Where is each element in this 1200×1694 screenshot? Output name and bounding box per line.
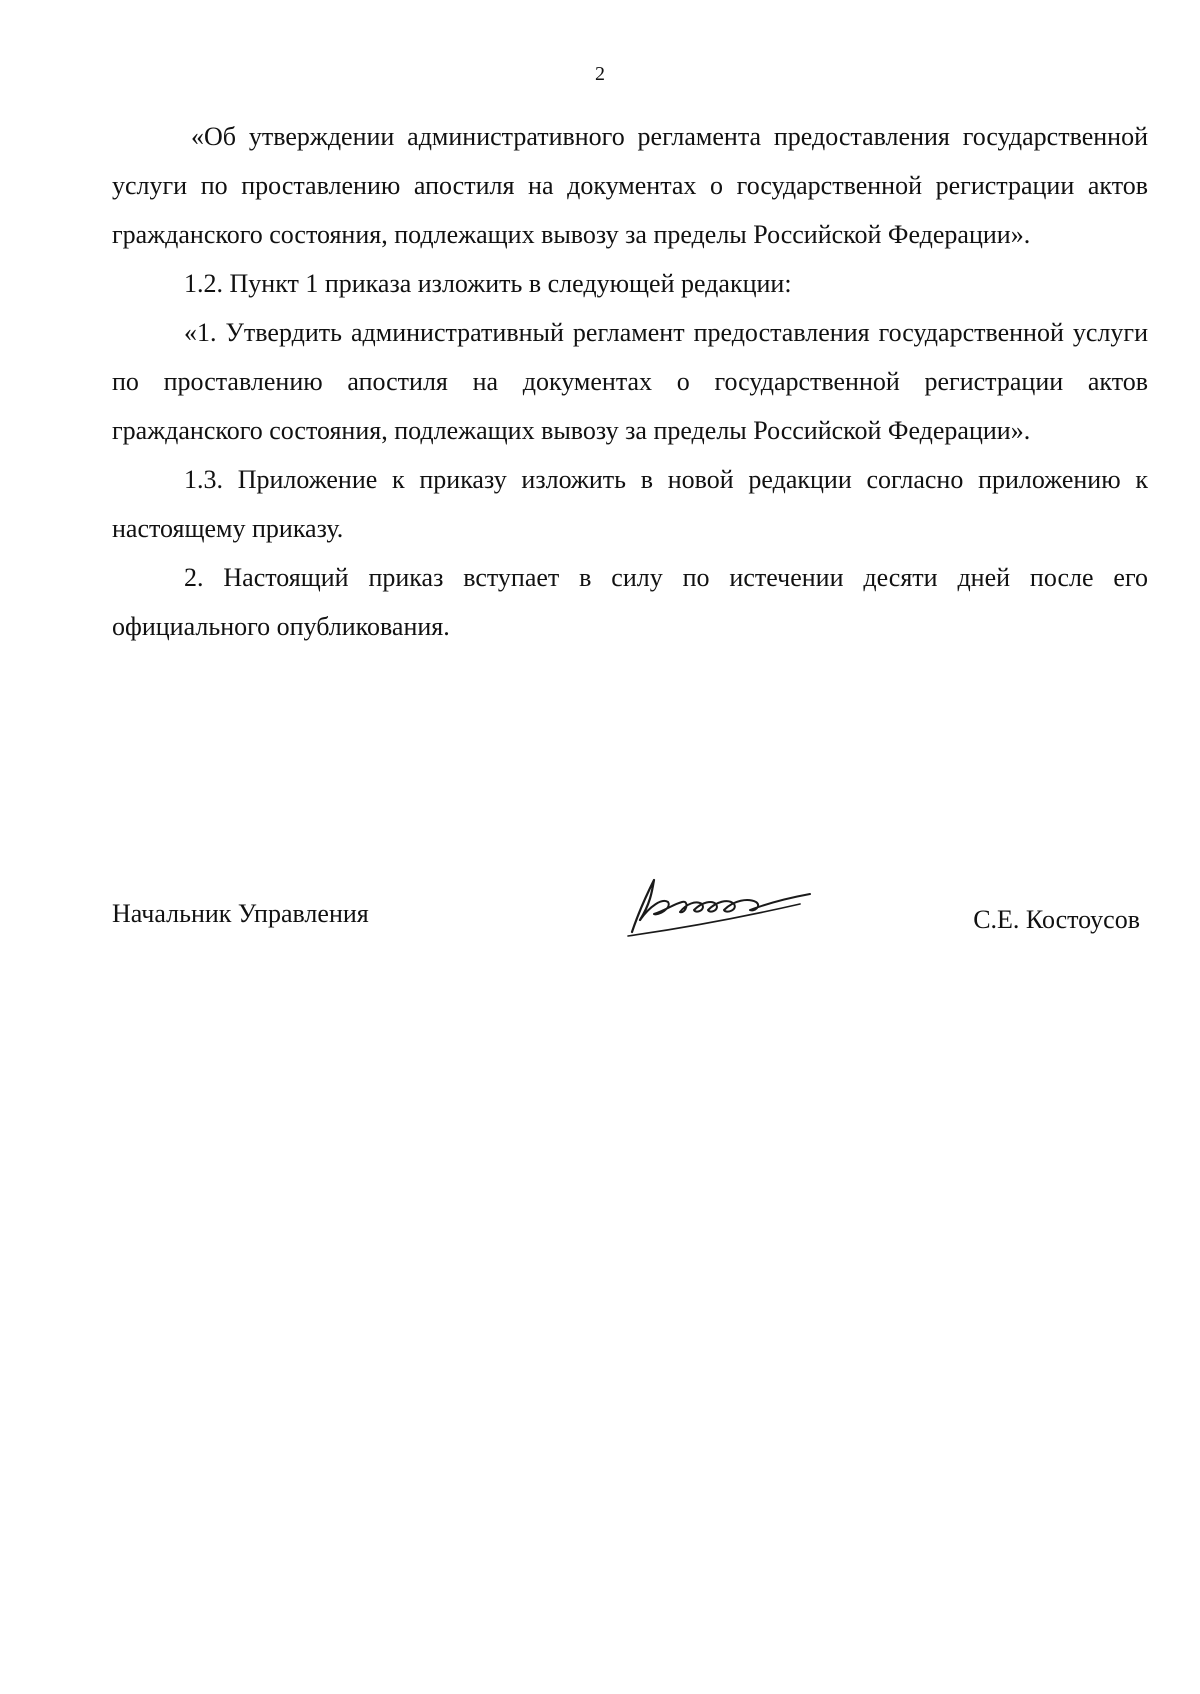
signatory-title: Начальник Управления (112, 899, 369, 928)
paragraph-1-3: 1.3. Приложение к приказу изложить в новой редакции согласно приложению к настоящему приказу. (112, 465, 1148, 543)
page-number: 2 (595, 63, 605, 85)
paragraph-point-1: «1. Утвердить административный регламент предоставления государственной услуги по проставлению апостиля на документах о государственной регистрации актов гражданского состояния, подлежащих вывозу за пределы Российской Федерации». (112, 318, 1148, 445)
signature-block (112, 886, 1148, 946)
paragraph-1-2: 1.2. Пункт 1 приказа изложить в следующей редакции: (184, 269, 792, 298)
paragraph-title-quote: «Об утверждении административного регламента предоставления государственной услуги по проставлению апостиля на документах о государственной регистрации актов гражданского состояния, подлежащих вывозу за пределы Российской Федерации». (112, 122, 1148, 249)
paragraph-2: 2. Настоящий приказ вступает в силу по истечении десяти дней после его официального опубликования. (112, 563, 1148, 641)
document-body (112, 112, 1148, 651)
signatory-name: С.Е. Костоусов (973, 905, 1140, 934)
handwritten-signature (610, 870, 820, 940)
